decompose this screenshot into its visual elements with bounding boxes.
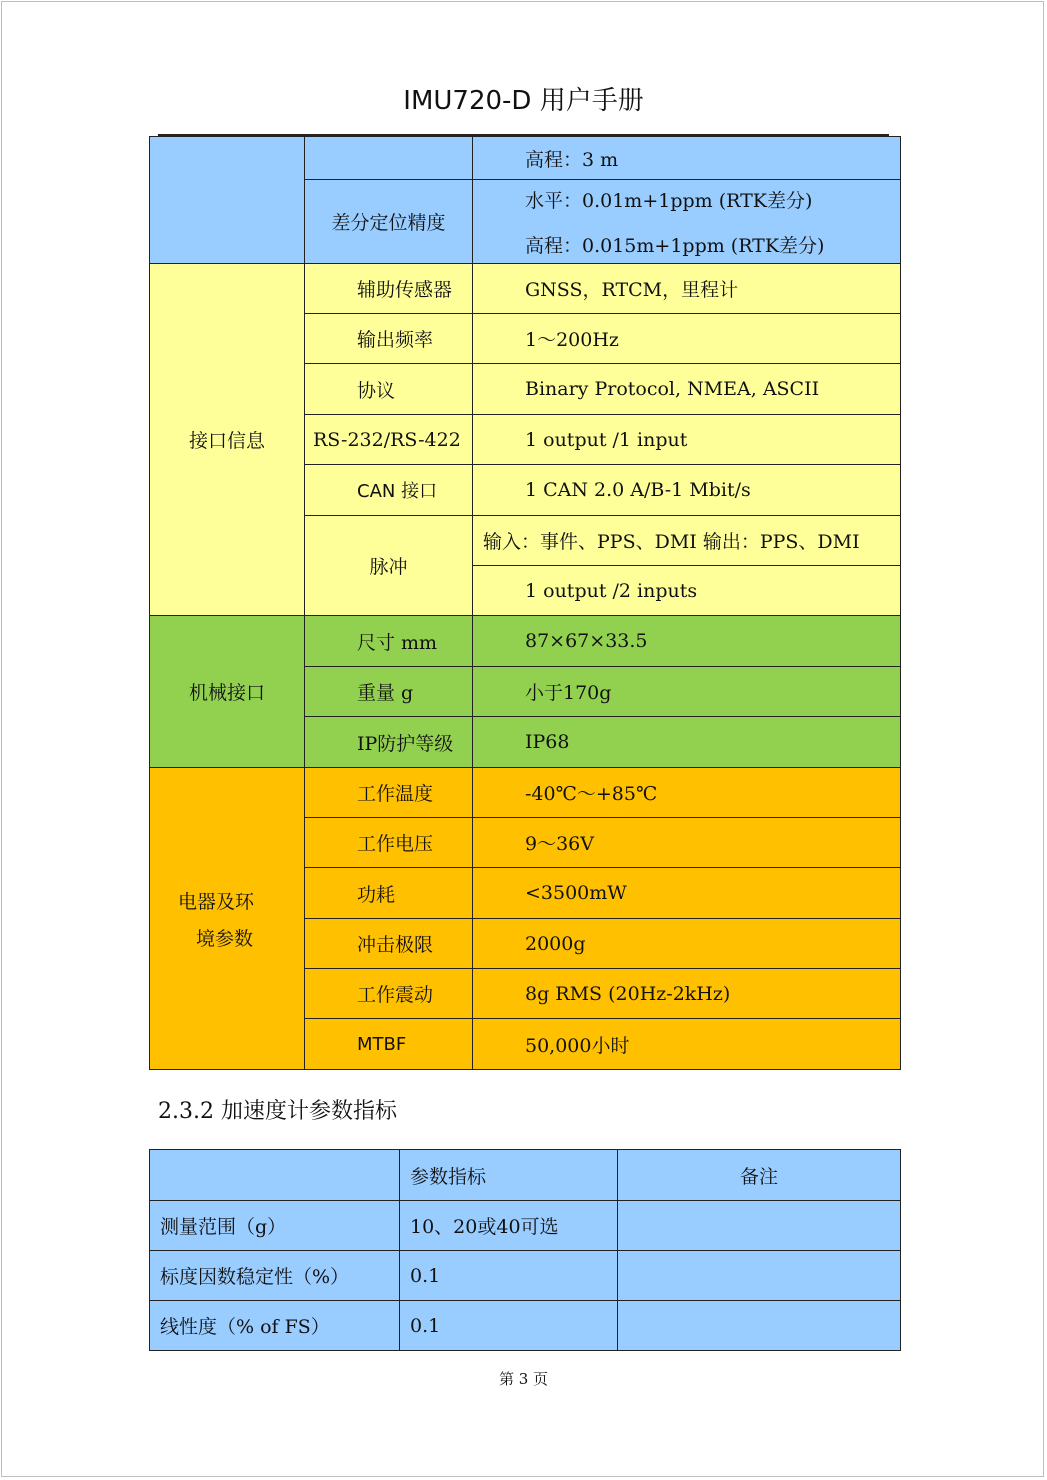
category-cell-interface: 接口信息 [150, 264, 305, 616]
value-cell: 输入：事件、PPS、DMI 输出：PPS、DMI [473, 516, 901, 566]
diff-altitude: 高程：0.015m+1ppm (RTK差分) [525, 234, 825, 257]
param-cell: 线性度（% of FS） [150, 1301, 400, 1351]
diff-horizontal: 水平：0.01m+1ppm (RTK差分) [525, 189, 813, 212]
value-cell: 50,000小时 [473, 1019, 901, 1070]
table-row [150, 137, 901, 180]
spec-table [149, 136, 901, 1070]
table-row [150, 1251, 901, 1301]
header-title: IMU720-D 用户手册 [403, 86, 644, 116]
name-cell: 功耗 [305, 868, 473, 919]
name-cell: 尺寸 mm [305, 616, 473, 667]
name-cell: 工作电压 [305, 818, 473, 868]
value-cell: -40℃～+85℃ [473, 768, 901, 818]
name-cell: 辅助传感器 [305, 264, 473, 314]
category-cell-electrical [150, 768, 305, 1070]
header-cell-param: 参数指标 [400, 1150, 618, 1201]
table-row [150, 264, 901, 314]
name-cell: CAN 接口 [305, 465, 473, 516]
note-cell [618, 1301, 901, 1351]
value-cell: 8g RMS (20Hz-2kHz) [473, 969, 901, 1019]
value-cell: 1 output /1 input [473, 415, 901, 465]
param-cell: 标度因数稳定性（%） [150, 1251, 400, 1301]
header-cell-note: 备注 [618, 1150, 901, 1201]
value-cell: <3500mW [473, 868, 901, 919]
value-cell: 9～36V [473, 818, 901, 868]
value-cell: 87×67×33.5 [473, 616, 901, 667]
value-cell: 1 output /2 inputs [473, 566, 901, 616]
name-cell: MTBF [305, 1019, 473, 1070]
name-cell: 协议 [305, 364, 473, 415]
category-cell-mechanical: 机械接口 [150, 616, 305, 768]
name-cell: 工作温度 [305, 768, 473, 818]
value-cell: 1～200Hz [473, 314, 901, 364]
value-cell: 10、20或40可选 [400, 1201, 618, 1251]
category-line-2: 境参数 [196, 927, 254, 950]
category-line-1: 电器及环 [178, 890, 255, 913]
name-cell: 重量 g [305, 667, 473, 717]
name-cell-empty [305, 137, 473, 180]
value-cell: 1 CAN 2.0 A/B-1 Mbit/s [473, 465, 901, 516]
value-cell: 0.1 [400, 1301, 618, 1351]
name-cell: 输出频率 [305, 314, 473, 364]
param-cell: 测量范围（g） [150, 1201, 400, 1251]
value-cell: GNSS，RTCM，里程计 [473, 264, 901, 314]
note-cell [618, 1251, 901, 1301]
name-cell-pulse: 脉冲 [305, 516, 473, 616]
table-row [150, 1301, 901, 1351]
name-cell-diff-precision: 差分定位精度 [305, 180, 473, 264]
name-cell: RS-232/RS-422 [305, 415, 473, 465]
value-cell: IP68 [473, 717, 901, 768]
value-cell: 0.1 [400, 1251, 618, 1301]
section-heading: 2.3.2 加速度计参数指标 [158, 1099, 397, 1124]
value-cell: 高程：3 m [473, 137, 901, 180]
value-cell: 2000g [473, 919, 901, 969]
note-cell [618, 1201, 901, 1251]
value-cell: 小于170g [473, 667, 901, 717]
table-row [150, 616, 901, 667]
category-cell-precision [150, 137, 305, 264]
page-number: 第 3 页 [498, 1370, 549, 1388]
table-row [150, 768, 901, 818]
value-cell-diff [473, 180, 901, 264]
table-header-row [150, 1150, 901, 1201]
accel-table [149, 1149, 901, 1351]
table-row [150, 1201, 901, 1251]
value-cell: Binary Protocol, NMEA, ASCII [473, 364, 901, 415]
name-cell: IP防护等级 [305, 717, 473, 768]
header-cell-empty [150, 1150, 400, 1201]
name-cell: 工作震动 [305, 969, 473, 1019]
name-cell: 冲击极限 [305, 919, 473, 969]
